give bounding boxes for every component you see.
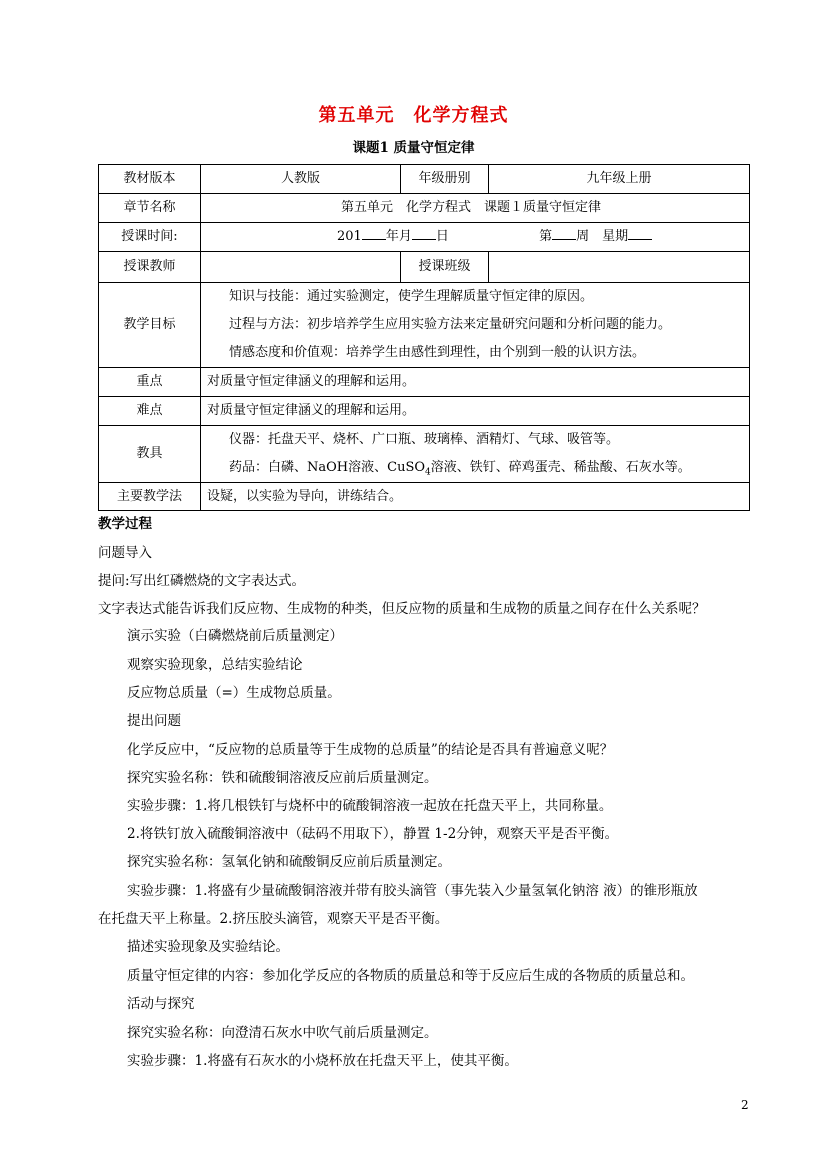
paragraph: 探究实验名称：向澄清石灰水中吹气前后质量测定。 — [127, 1025, 438, 1041]
label-materials: 教具 — [99, 426, 201, 483]
table-row — [99, 483, 750, 511]
paragraph: 化学反应中，“反应物的总质量等于生成物的总质量”的结论是否具有普遍意义呢？ — [127, 742, 614, 758]
paragraph: 问题导入 — [98, 545, 152, 561]
paragraph: 探究实验名称：铁和硫酸铜溶液反应前后质量测定。 — [127, 770, 438, 786]
value-teacher — [201, 252, 401, 283]
table-row — [99, 368, 750, 397]
page-number: 2 — [741, 1098, 749, 1112]
value-method: 设疑，以实验为导向，讲练结合。 — [201, 483, 750, 511]
paragraph: 提问:写出红磷燃烧的文字表达式。 — [98, 573, 306, 589]
table-row — [99, 194, 750, 223]
label-key-point: 重点 — [99, 368, 201, 397]
value-grade: 九年级上册 — [489, 165, 750, 194]
paragraph: 演示实验（白磷燃烧前后质量测定） — [127, 628, 343, 644]
section-heading: 教学过程 — [98, 516, 152, 532]
paragraph: 活动与探究 — [127, 996, 195, 1012]
paragraph: 质量守恒定律的内容：参加化学反应的各物质的质量总和等于反应后生成的各物质的质量总和。 — [127, 968, 694, 984]
value-materials — [201, 426, 750, 483]
paragraph: 观察实验现象，总结实验结论 — [127, 657, 303, 673]
value-textbook-version: 人教版 — [201, 165, 401, 194]
materials-reagents: 药品：白磷、NaOH溶液、CuSO$_4$溶液、铁钉、碎鸡蛋壳、稀盐酸、石灰水等。 — [229, 460, 691, 478]
label-chapter: 章节名称 — [99, 194, 201, 223]
label-class: 授课班级 — [401, 252, 489, 283]
paragraph: 实验步骤：1.将盛有少量硫酸铜溶液并带有胶头滴管（事先装入少量氢氧化钠溶 液）的锥形瓶放 — [127, 883, 698, 899]
table-row — [99, 223, 750, 252]
label-teacher: 授课教师 — [99, 252, 201, 283]
label-grade: 年级册别 — [401, 165, 489, 194]
table-row — [99, 165, 750, 194]
table-row — [99, 283, 750, 368]
paragraph: 描述实验现象及实验结论。 — [127, 939, 289, 955]
value-time: 201 年月 日 第 周 星期 — [201, 223, 750, 252]
label-time: 授课时间: — [99, 223, 201, 252]
paragraph: 反应物总质量（=）生成物总质量。 — [127, 685, 341, 701]
table-row — [99, 426, 750, 483]
paragraph: 探究实验名称：氢氧化钠和硫酸铜反应前后质量测定。 — [127, 854, 451, 870]
objective-knowledge: 知识与技能：通过实验测定，使学生理解质量守恒定律的原因。 — [229, 289, 594, 304]
value-class — [489, 252, 750, 283]
paragraph: 在托盘天平上称量。2.挤压胶头滴管，观察天平是否平衡。 — [98, 911, 449, 927]
paragraph: 实验步骤：1.将盛有石灰水的小烧杯放在托盘天平上，使其平衡。 — [127, 1053, 518, 1069]
value-chapter: 第五单元 化学方程式 课题１质量守恒定律 — [201, 194, 750, 223]
label-difficulty: 难点 — [99, 397, 201, 426]
paragraph: 文字表达式能告诉我们反应物、生成物的种类，但反应物的质量和生成物的质量之间存在什么关系呢？ — [98, 601, 706, 617]
objective-process: 过程与方法：初步培养学生应用实验方法来定量研究问题和分析问题的能力。 — [229, 317, 672, 332]
label-textbook-version: 教材版本 — [99, 165, 201, 194]
label-method: 主要教学法 — [99, 483, 201, 511]
table-row — [99, 252, 750, 283]
value-difficulty: 对质量守恒定律涵义的理解和运用。 — [201, 397, 750, 426]
paragraph: 提出问题 — [127, 713, 181, 729]
label-objectives: 教学目标 — [99, 283, 201, 368]
value-key-point: 对质量守恒定律涵义的理解和运用。 — [201, 368, 750, 397]
materials-instruments: 仪器：托盘天平、烧杯、广口瓶、玻璃棒、酒精灯、气球、吸管等。 — [229, 432, 620, 447]
value-objectives — [201, 283, 750, 368]
paragraph: 2.将铁钉放入硫酸铜溶液中（砝码不用取下），静置 1-2分钟，观察天平是否平衡。 — [127, 826, 619, 842]
paragraph: 实验步骤：1.将几根铁钉与烧杯中的硫酸铜溶液一起放在托盘天平上，共同称量。 — [127, 798, 613, 814]
lesson-info-table — [98, 164, 750, 511]
unit-title: 第五单元 化学方程式 — [318, 105, 509, 126]
table-row — [99, 397, 750, 426]
lesson-subtitle: 课题1 质量守恒定律 — [352, 140, 475, 156]
objective-attitude: 情感态度和价值观：培养学生由感性到理性，由个别到一般的认识方法。 — [229, 345, 646, 360]
